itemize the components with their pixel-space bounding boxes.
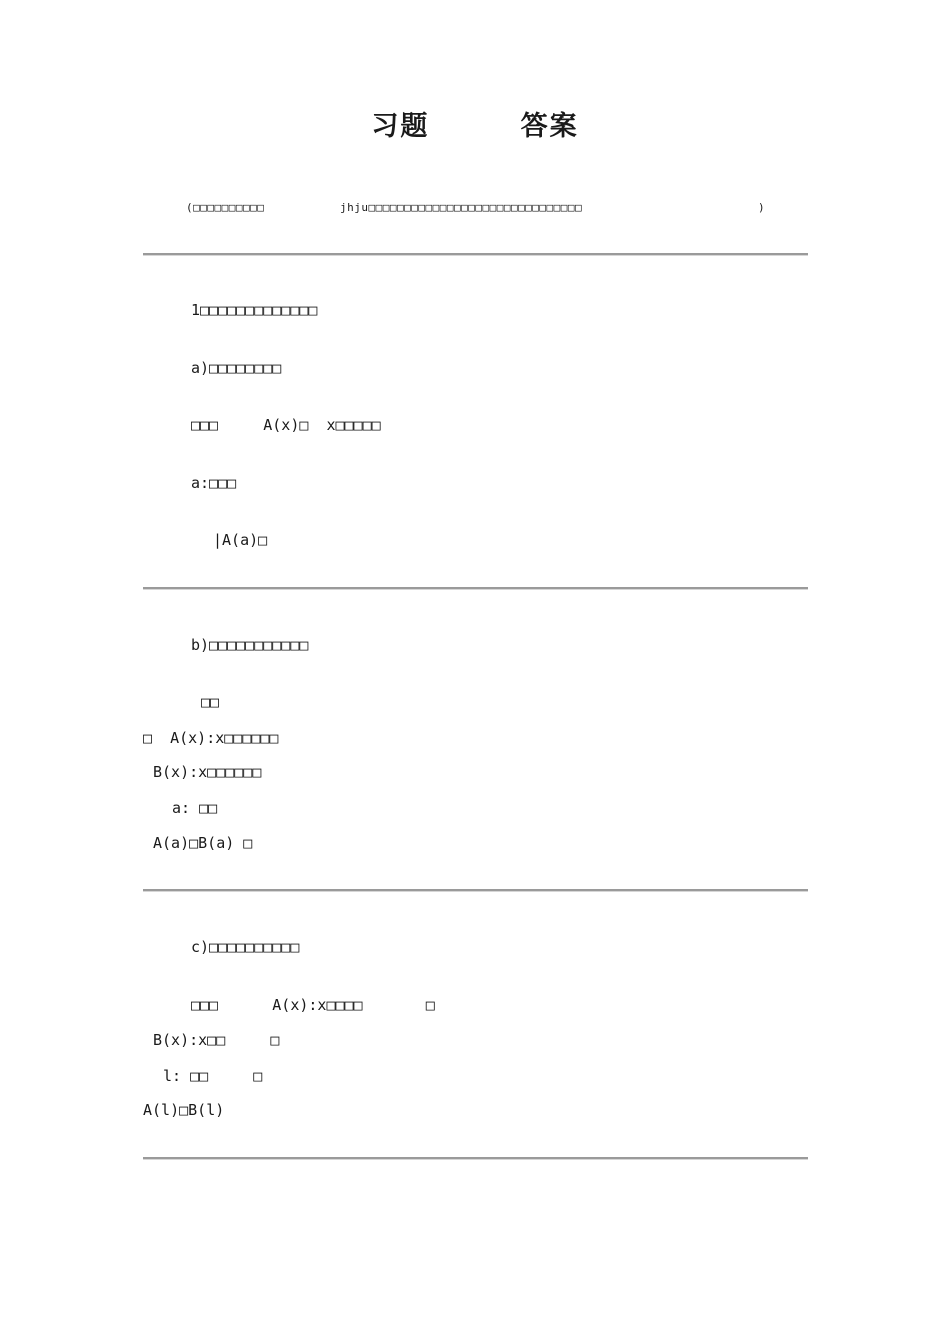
question-1-heading: 1□□□□□□□□□□□□□ — [191, 301, 318, 319]
divider-rule — [143, 889, 808, 892]
part-a-heading: a)□□□□□□□□ — [191, 359, 282, 377]
part-a-line-3: |A(a)□ — [213, 531, 268, 549]
subtitle-middle: jhju□□□□□□□□□□□□□□□□□□□□□□□□□□□□□□ — [340, 201, 583, 214]
part-b-heading: b)□□□□□□□□□□□ — [191, 636, 309, 654]
divider-rule — [143, 1157, 808, 1160]
part-b-line-3: B(x):x□□□□□□ — [153, 763, 262, 781]
part-a-line-2: a:□□□ — [191, 474, 237, 492]
part-c-line-2: B(x):x□□ □ — [153, 1031, 280, 1049]
part-b-line-4: a: □□ — [172, 799, 218, 817]
divider-rule — [143, 587, 808, 590]
part-c-line-3: l: □□ □ — [163, 1067, 263, 1085]
part-c-heading: c)□□□□□□□□□□ — [191, 938, 300, 956]
part-b-line-2: □ A(x):x□□□□□□ — [143, 729, 279, 747]
part-b-line-1: □□ — [201, 693, 220, 711]
part-c-line-4: A(l)□B(l) — [143, 1101, 225, 1119]
subtitle-open: (□□□□□□□□□□ — [186, 201, 265, 214]
subtitle-close: ) — [758, 201, 766, 214]
part-b-line-5: A(a)□B(a) □ — [153, 834, 253, 852]
divider-rule — [143, 253, 808, 256]
part-a-line-1: □□□ A(x)□ x□□□□□ — [191, 416, 381, 434]
document-title: 习题 答案 — [371, 111, 579, 142]
part-c-line-1: □□□ A(x):x□□□□ □ — [191, 996, 435, 1014]
